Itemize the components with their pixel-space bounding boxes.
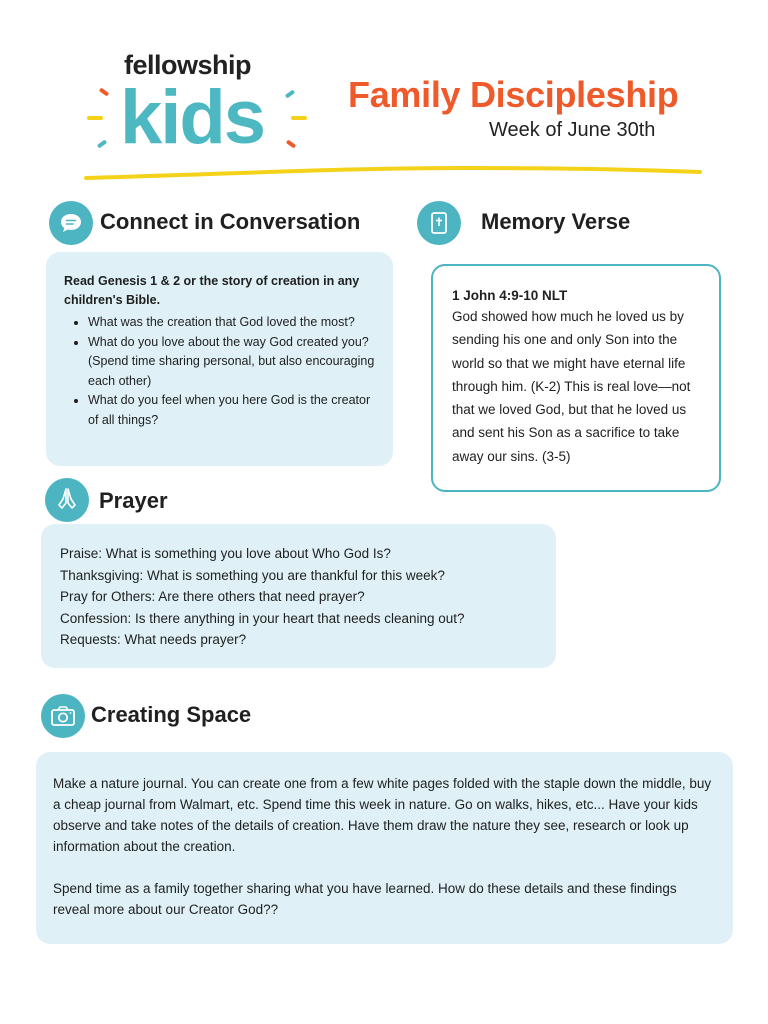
praying-hands-icon <box>45 478 89 522</box>
connect-card <box>46 252 393 466</box>
logo-ray <box>291 116 307 120</box>
bible-icon <box>417 201 461 245</box>
memory-title: Memory Verse <box>481 209 631 234</box>
camera-icon <box>41 694 85 738</box>
creating-paragraph: Spend time as a family together sharing what you have learned. How do these details and these findings reveal more about our Creator God?? <box>53 881 677 917</box>
logo-ray <box>99 87 109 96</box>
prayer-line: Requests: What needs prayer? <box>60 632 247 647</box>
page-title: Family Discipleship <box>348 74 679 115</box>
prayer-line: Praise: What is something you love about Who God Is? <box>60 546 391 561</box>
logo-ray <box>87 116 103 120</box>
creating-paragraph: Make a nature journal. You can create one from a few white pages folded with the staple down the middle, buy a cheap journal from Walmart, etc. Spend time this week in nature. Go on walks, hikes, etc... Have your kids observe and take notes of the details of creation. Have them draw the nature they see, research or look up information about the creation. <box>53 776 712 854</box>
prayer-card <box>41 524 556 668</box>
creating-title: Creating Space <box>91 702 252 727</box>
header-underline <box>82 158 706 186</box>
verse-text: God showed how much he loved us by sending his one and only Son into the world so that we might have eternal life through him. (K-2) This is real love—not that we loved God, but that he loved us and sent his Son as a sacrifice to take away our sins. (3-5) <box>452 309 691 464</box>
connect-title: Connect in Conversation <box>100 209 361 234</box>
creating-card <box>36 752 733 944</box>
connect-intro: Read Genesis 1 & 2 or the story of creation in any children's Bible. <box>64 274 360 307</box>
connect-question-list <box>64 313 377 430</box>
prayer-line: Pray for Others: Are there others that need prayer? <box>60 589 365 604</box>
verse-reference: 1 John 4:9-10 NLT <box>452 288 568 303</box>
list-item: • What was the creation that God loved the most? <box>88 313 377 333</box>
logo-ray <box>97 139 107 148</box>
logo-kids-text: kids <box>120 75 265 160</box>
list-item: • What do you feel when you here God is the creator of all things? <box>88 391 377 430</box>
memory-verse-card <box>431 264 721 492</box>
list-item: • What do you love about the way God created you? (Spend time sharing personal, but also encouraging each other) <box>88 333 377 392</box>
prayer-title: Prayer <box>99 488 168 513</box>
logo-ray <box>285 89 295 98</box>
chat-bubble-icon <box>49 201 93 245</box>
logo-ray <box>286 139 296 148</box>
prayer-line: Thanksgiving: What is something you are thankful for this week? <box>60 567 445 583</box>
prayer-line: Confession: Is there anything in your heart that needs cleaning out? <box>60 610 465 626</box>
logo-fellowship-text: fellowship <box>124 50 252 80</box>
page-subtitle: Week of June 30th <box>489 119 656 141</box>
